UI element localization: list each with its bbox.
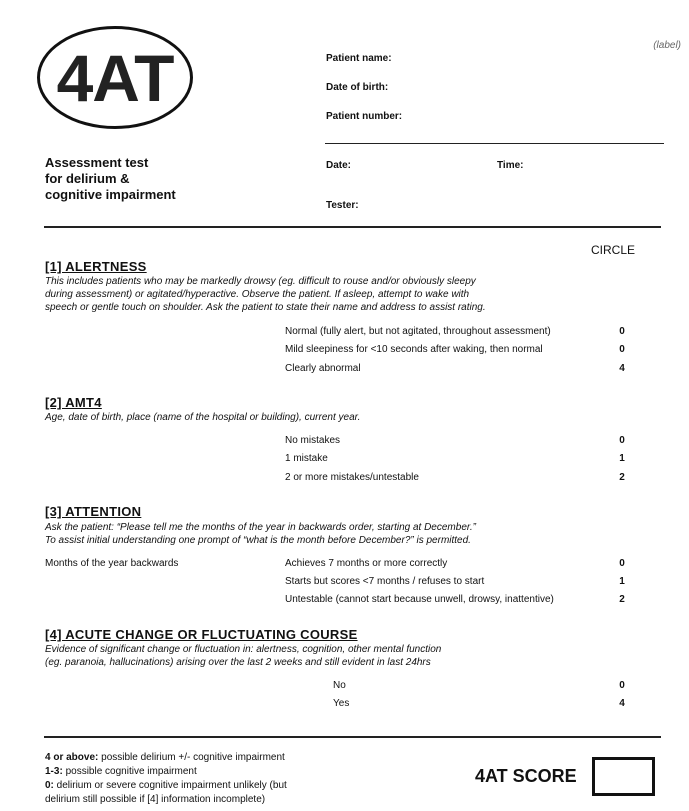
option-score[interactable]: 4: [619, 698, 625, 709]
option-label: Achieves 7 months or more correctly: [285, 558, 448, 569]
option-score[interactable]: 1: [619, 453, 625, 464]
interpretation-text: possible cognitive impairment: [62, 766, 197, 777]
desc-line: speech or gentle touch on shoulder. Ask the patient to state their name and address to assist rating.: [45, 302, 486, 313]
desc-line: during assessment) or agitated/hyperactive. Observe the patient. If asleep, attempt to wake with: [45, 289, 470, 300]
option-label: Mild sleepiness for <10 seconds after waking, then normal: [285, 344, 543, 355]
option-label: 1 mistake: [285, 453, 328, 464]
interpretation-line: delirium still possible if [4] information incomplete): [45, 794, 266, 805]
interpretation-key: 4 or above:: [45, 752, 99, 763]
option-score[interactable]: 4: [619, 363, 625, 374]
option-score[interactable]: 1: [619, 576, 625, 587]
section-acute-desc: [45, 643, 441, 669]
option-score[interactable]: 0: [619, 344, 625, 355]
interpretation-text: delirium or severe cognitive impairment unlikely (but: [53, 780, 287, 791]
patient-number-label: Patient number:: [326, 111, 403, 122]
desc-line: To assist initial understanding one prompt of “what is the month before December?” is permitted.: [45, 535, 471, 546]
circle-heading: CIRCLE: [591, 243, 636, 257]
option-label: Normal (fully alert, but not agitated, throughout assessment): [285, 326, 551, 337]
section-acute-title: [4] ACUTE CHANGE OR FLUCTUATING COURSE: [45, 627, 358, 642]
header-rule: [44, 226, 661, 228]
header-divider: [325, 143, 664, 144]
section-amt4-desc: Age, date of birth, place (name of the hospital or building), current year.: [45, 412, 361, 423]
interpretation-text: possible delirium +/- cognitive impairment: [98, 752, 285, 763]
option-score[interactable]: 0: [619, 326, 625, 337]
patient-name-label: Patient name:: [326, 53, 392, 64]
option-label: 2 or more mistakes/untestable: [285, 472, 419, 483]
total-score-label: 4AT SCORE: [475, 766, 577, 786]
title-line: cognitive impairment: [45, 187, 176, 202]
option-score[interactable]: 0: [619, 558, 625, 569]
interpretation-key: 1-3:: [45, 766, 63, 777]
attention-sublabel: Months of the year backwards: [45, 558, 179, 569]
section-amt4-title: [2] AMT4: [45, 395, 102, 410]
option-label: Yes: [333, 698, 350, 709]
option-label: Starts but scores <7 months / refuses to start: [285, 576, 485, 587]
desc-line: Evidence of significant change or fluctuation in: alertness, cognition, other mental function: [45, 644, 442, 655]
section-attention-title: [3] ATTENTION: [45, 504, 142, 519]
interpretation-line: [45, 780, 287, 791]
logo-4at: 4AT: [56, 40, 174, 115]
title-line: Assessment test: [45, 155, 149, 170]
option-label: Clearly abnormal: [285, 363, 361, 374]
desc-line: This includes patients who may be markedly drowsy (eg. difficult to rouse and/or obviously sleepy: [45, 276, 476, 287]
title-line: for delirium &: [45, 171, 130, 186]
section-alertness-title: [1] ALERTNESS: [45, 259, 147, 274]
time-label: Time:: [497, 160, 524, 171]
option-score[interactable]: 0: [619, 435, 625, 446]
section-alertness-desc: [45, 275, 486, 314]
option-label: Untestable (cannot start because unwell, drowsy, inattentive): [285, 594, 554, 605]
option-score[interactable]: 2: [619, 472, 625, 483]
interpretation-key: 0:: [45, 780, 54, 791]
tester-label: Tester:: [326, 200, 359, 211]
interpretation-line: [45, 766, 197, 777]
date-of-birth-label: Date of birth:: [326, 82, 389, 93]
desc-line: (eg. paranoia, hallucinations) arising over the last 2 weeks and still evident in last 24hrs: [45, 657, 431, 668]
desc-line: Ask the patient: “Please tell me the months of the year in backwards order, starting at December.”: [45, 522, 476, 533]
interpretation-line: [45, 752, 285, 763]
option-score[interactable]: 0: [619, 680, 625, 691]
total-score-box[interactable]: [592, 757, 655, 796]
option-label: No mistakes: [285, 435, 341, 446]
section-attention-desc: [45, 521, 476, 547]
option-label: No: [333, 680, 346, 691]
date-label: Date:: [326, 160, 352, 171]
assessment-title: [45, 155, 176, 203]
footer-rule: [44, 736, 661, 738]
label-note: (label): [653, 40, 681, 51]
option-score[interactable]: 2: [619, 594, 625, 605]
